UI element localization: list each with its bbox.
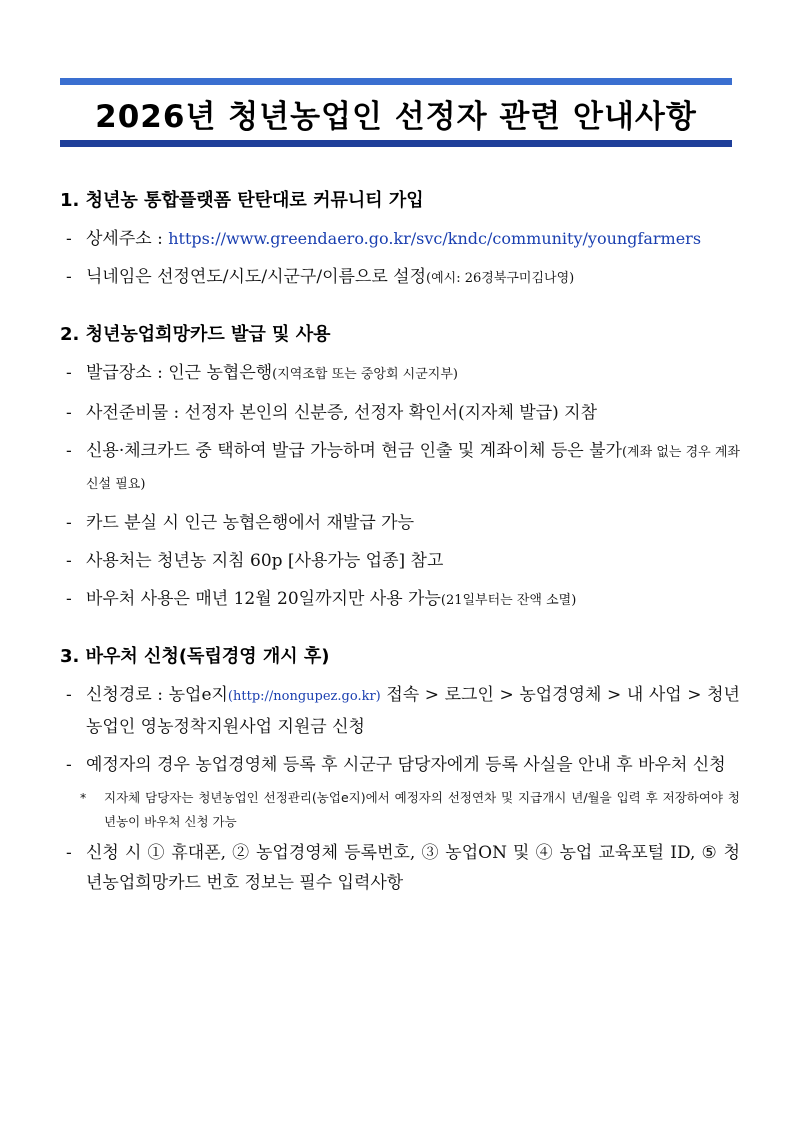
item-text: 바우처 사용은 매년 12월 20일까지만 사용 가능 (86, 589, 441, 609)
bullet-dash: - (66, 755, 72, 775)
item-note: (21일부터는 잔액 소멸) (440, 593, 577, 608)
item-label: 상세주소 : (86, 229, 169, 249)
section-community (60, 186, 740, 294)
title-box (60, 78, 732, 147)
footnote-text: 지자체 담당자는 청년농업인 선정관리(농업e지)에서 예정자의 선정연차 및 지급개시 년/월을 입력 후 저장하여야 청년농이 바우처 신청 가능 (104, 790, 740, 829)
bullet-dash: - (66, 551, 72, 571)
nongupez-link[interactable]: (http://nongupez.go.kr) (227, 689, 381, 704)
list-item (60, 224, 740, 254)
bullet-dash: - (66, 589, 72, 609)
title-bar-top (60, 78, 732, 85)
list-item (60, 398, 740, 428)
bullet-dash: - (66, 513, 72, 533)
item-note: (계좌 없는 경우 계좌 신설 필요) (86, 445, 740, 492)
list-item (60, 262, 740, 294)
item-text-cont: 접속 > 로그인 > 농업경영체 > 내 사업 > 청년농업인 영농정착지원사업 지원금 신청 (86, 685, 740, 737)
item-text: 사전준비물 : 선정자 본인의 신분증, 선정자 확인서(지자체 발급) 지참 (86, 403, 598, 423)
section-heading: 3. 바우처 신청(독립경영 개시 후) (60, 646, 330, 667)
bullet-dash: - (66, 229, 72, 249)
section-heading: 2. 청년농업희망카드 발급 및 사용 (60, 324, 331, 345)
list-item (60, 680, 740, 742)
section-voucher (60, 642, 740, 898)
item-text: 신용·체크카드 중 택하여 발급 가능하며 현금 인출 및 계좌이체 등은 불가 (86, 441, 622, 461)
list-item (60, 584, 740, 616)
document-body (60, 186, 740, 906)
bullet-dash: - (66, 685, 72, 705)
bullet-dash: - (66, 363, 72, 383)
list-item (60, 750, 740, 780)
list-item (60, 358, 740, 390)
item-text: 신청경로 : 농업e지 (86, 685, 228, 705)
page-title: 2026년 청년농업인 선정자 관련 안내사항 (95, 99, 697, 135)
footnote (60, 786, 740, 834)
bullet-dash: - (66, 843, 72, 863)
item-text: 예정자의 경우 농업경영체 등록 후 시군구 담당자에게 등록 사실을 안내 후 바우처 신청 (86, 755, 726, 775)
list-item (60, 838, 740, 898)
item-note: (예시: 26경북구미김나영) (426, 271, 575, 286)
community-link[interactable]: https://www.greendaero.go.kr/svc/kndc/community/youngfarmers (168, 229, 702, 248)
section-heading: 1. 청년농 통합플랫폼 탄탄대로 커뮤니티 가입 (60, 190, 424, 211)
list-item (60, 508, 740, 538)
item-text: 사용처는 청년농 지침 60p [사용가능 업종] 참고 (86, 551, 444, 571)
item-text: 신청 시 ① 휴대폰, ② 농업경영체 등록번호, ③ 농업ON 및 ④ 농업 교육포털 ID, ⑤ 청년농업희망카드 번호 정보는 필수 입력사항 (86, 843, 740, 893)
list-item (60, 546, 740, 576)
asterisk: * (80, 790, 87, 805)
item-text: 발급장소 : 인근 농협은행 (86, 363, 273, 383)
bullet-dash: - (66, 267, 72, 287)
item-text: 닉네임은 선정연도/시도/시군구/이름으로 설정 (86, 267, 427, 287)
bullet-dash: - (66, 441, 72, 461)
title-bar-bottom (60, 140, 732, 147)
item-text: 카드 분실 시 인근 농협은행에서 재발급 가능 (86, 513, 415, 533)
item-note: (지역조합 또는 중앙회 시군지부) (272, 367, 458, 382)
bullet-dash: - (66, 403, 72, 423)
section-card (60, 320, 740, 616)
list-item (60, 436, 740, 500)
